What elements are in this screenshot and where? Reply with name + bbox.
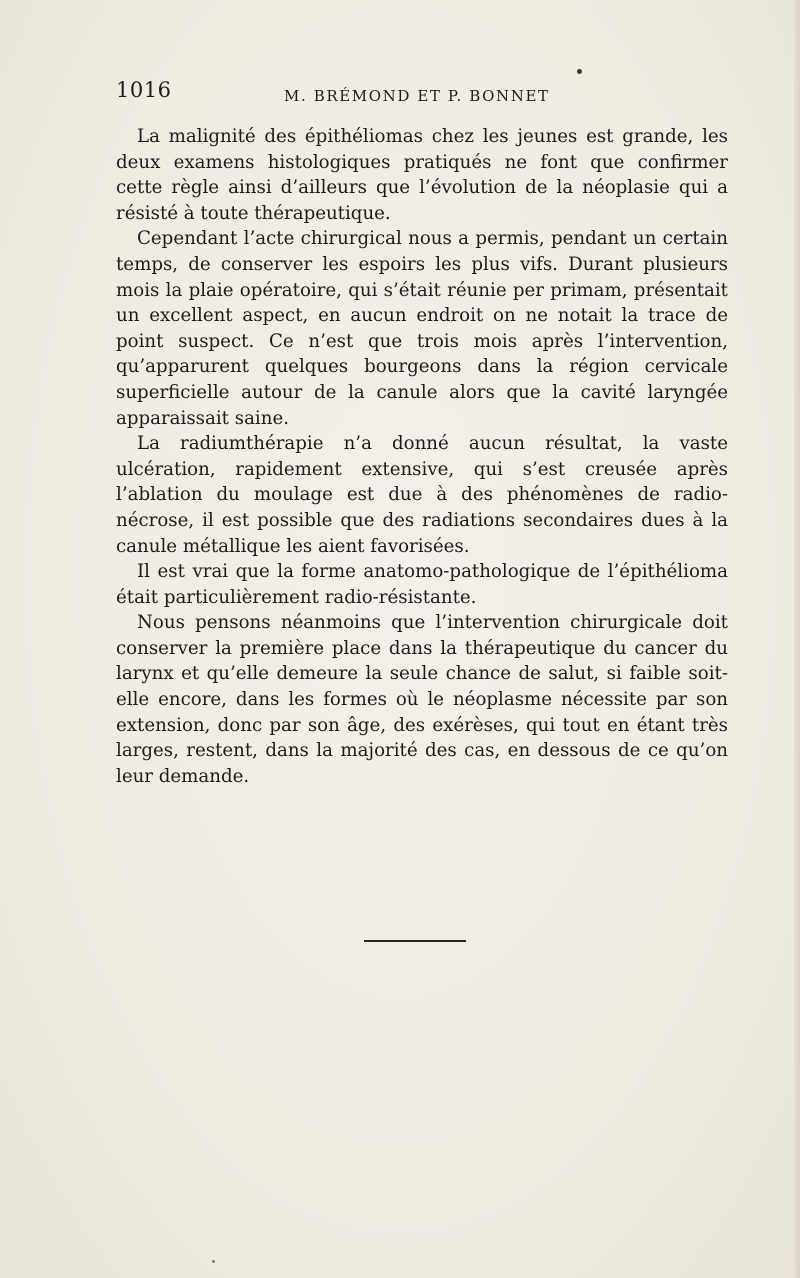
page-number: 1016 xyxy=(116,78,172,102)
paragraph: La malignité des épithéliomas chez les jeunes est grande, les deux examens histologiques pratiqués ne font que confirmer cette règle ainsi d’ailleurs que l’évolution de la néoplasie qui a résisté à toute thérapeutique. xyxy=(116,126,728,224)
ink-speck xyxy=(577,69,582,74)
paragraph: Il est vrai que la forme anatomo-pathologique de l’épithélioma était particulièrement radio-résistante. xyxy=(116,561,728,608)
page-edge-shadow xyxy=(794,0,800,1278)
paragraph: Nous pensons néanmoins que l’intervention chirurgicale doit conserver la première place dans la thérapeutique du cancer du larynx et qu’elle demeure la seule chance de salut, si faible soit-elle encore, dans les formes où le néoplasme nécessite par son extension, donc par son âge, des exérèses, qui tout en étant très larges, restent, dans la majorité des cas, en dessous de ce qu’on leur demande. xyxy=(116,612,728,787)
end-rule xyxy=(364,940,466,942)
body-text xyxy=(116,124,728,789)
paragraph: La radiumthérapie n’a donné aucun résultat, la vaste ulcération, rapidement extensive, qui s’est creusée après l’ablation du moulage est due à des phénomènes de radio-nécrose, il est possible que des radiations secondaires dues à la canule métallique les aient favorisées. xyxy=(116,433,728,557)
paragraph: Cependant l’acte chirurgical nous a permis, pendant un certain temps, de conserver les espoirs les plus vifs. Durant plusieurs mois la plaie opératoire, qui s’était réunie per primam, présentait un excellent aspect, en aucun endroit on ne notait la trace de point suspect. Ce n’est que trois mois après l’intervention, qu’apparurent quelques bourgeons dans la région cervicale superficielle autour de la canule alors que la cavité laryngée apparaissait saine. xyxy=(116,228,728,429)
ink-speck xyxy=(212,1260,215,1263)
page-header xyxy=(116,78,676,108)
running-head: M. BRÉMOND ET P. BONNET xyxy=(284,87,550,105)
